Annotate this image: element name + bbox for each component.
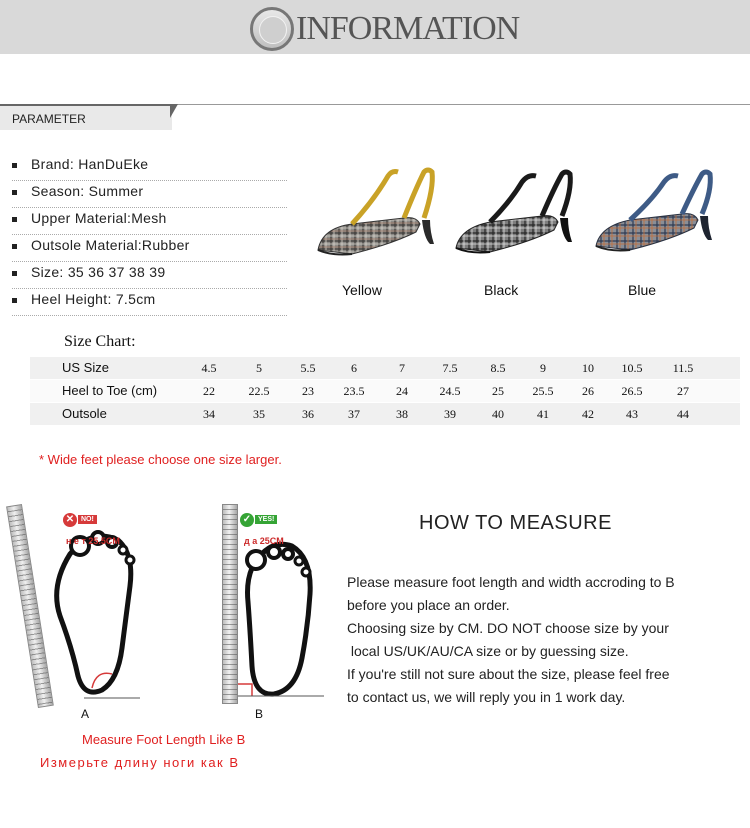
ruler-b: [222, 504, 238, 704]
table-cell: 39: [444, 407, 456, 421]
shoe-blue-image: [590, 158, 720, 268]
table-cell: 42: [582, 407, 594, 421]
spec-outsole-material: Outsole Material:Rubber: [31, 237, 190, 253]
table-cell: 41: [537, 407, 549, 421]
table-cell: 34: [203, 407, 215, 421]
table-cell: 5: [256, 361, 262, 375]
table-cell: 8.5: [490, 361, 506, 375]
how-to-line: local US/UK/AU/CA size or by guessing size.: [347, 643, 629, 659]
table-cell: 43: [626, 407, 638, 421]
table-cell: 10.5: [621, 361, 643, 375]
spec-heel-height: Heel Height: 7.5cm: [31, 291, 156, 307]
header-banner: [0, 0, 750, 54]
table-cell: 6: [351, 361, 357, 375]
table-cell: 7.5: [442, 361, 458, 375]
spec-item: [12, 181, 287, 208]
tab-corner-icon: [170, 104, 178, 118]
table-cell: 5.5: [300, 361, 316, 375]
size-note: * Wide feet please choose one size larger.: [39, 452, 282, 467]
spec-upper-material: Upper Material:Mesh: [31, 210, 167, 226]
row-label-outsole: Outsole: [62, 406, 107, 421]
size-chart-table: [30, 357, 740, 426]
spec-item: [12, 235, 287, 262]
table-cell: 11.5: [672, 361, 694, 375]
row-cells: [190, 357, 740, 380]
measure-caption: Measure Foot Length Like B: [82, 732, 246, 747]
table-cell: 26.5: [621, 384, 643, 398]
spec-brand: Brand: HanDuEke: [31, 156, 149, 172]
table-cell: 37: [348, 407, 360, 421]
yes-badge: YES!: [255, 515, 277, 524]
table-cell: 9: [540, 361, 546, 375]
row-label-heel-to-toe: Heel to Toe (cm): [62, 383, 158, 398]
how-to-line: Please measure foot length and width accroding to B: [347, 574, 675, 590]
table-cell: 10: [582, 361, 594, 375]
spec-item: [12, 208, 287, 235]
spec-size: Size: 35 36 37 38 39: [31, 264, 166, 280]
ruler-ticks: [223, 505, 237, 703]
bullet-icon: [12, 298, 17, 303]
table-cell: 4.5: [201, 361, 217, 375]
table-cell: 7: [399, 361, 405, 375]
how-to-line: before you place an order.: [347, 597, 510, 613]
table-cell: 23: [302, 384, 314, 398]
how-to-line: to contact us, we will reply you in 1 work day.: [347, 689, 626, 705]
row-cells: [190, 403, 740, 426]
no-badge: NO!: [78, 515, 97, 524]
table-row: [30, 380, 740, 403]
measure-caption-ru: Измерьте длину ноги как B: [40, 755, 240, 770]
row-label-us-size: US Size: [62, 360, 109, 375]
no-icon: ✕: [63, 513, 77, 527]
spec-item: [12, 289, 287, 316]
table-cell: 22.5: [248, 384, 270, 398]
bullet-icon: [12, 217, 17, 222]
table-cell: 25.5: [532, 384, 554, 398]
spec-item: [12, 154, 287, 181]
table-cell: 22: [203, 384, 215, 398]
size-chart-title: Size Chart:: [64, 333, 136, 350]
table-cell: 44: [677, 407, 689, 421]
table-row: [30, 403, 740, 426]
color-label-yellow: Yellow: [342, 282, 382, 298]
circle-logo-icon: [250, 7, 294, 51]
foot-letter-b: B: [255, 707, 264, 721]
bullet-icon: [12, 271, 17, 276]
row-cells: [190, 380, 740, 403]
foot-letter-a: A: [81, 707, 90, 721]
table-cell: 40: [492, 407, 504, 421]
shoe-black-image: [450, 158, 580, 268]
bullet-icon: [12, 244, 17, 249]
yes-icon: ✓: [240, 513, 254, 527]
parameter-tab: [0, 104, 172, 130]
table-row: [30, 357, 740, 380]
table-cell: 26: [582, 384, 594, 398]
how-to-measure-text: [347, 571, 742, 709]
color-label-black: Black: [484, 282, 519, 298]
how-to-line: If you're still not sure about the size, please feel free: [347, 666, 670, 682]
table-cell: 25: [492, 384, 504, 398]
bullet-icon: [12, 163, 17, 168]
table-cell: 24: [396, 384, 408, 398]
table-cell: 24.5: [439, 384, 461, 398]
color-label-blue: Blue: [628, 282, 657, 298]
table-cell: 23.5: [343, 384, 365, 398]
parameter-tab-label: PARAMETER: [12, 112, 86, 126]
marking-a: н е т 25.5CM: [66, 536, 120, 546]
spec-list: [12, 154, 287, 316]
shoe-yellow-image: [312, 158, 442, 268]
marking-b: д а 25CM: [244, 536, 284, 546]
bullet-icon: [12, 190, 17, 195]
table-cell: 36: [302, 407, 314, 421]
table-cell: 35: [253, 407, 265, 421]
page-title: INFORMATION: [296, 10, 520, 47]
parameter-divider: [172, 104, 750, 105]
table-cell: 38: [396, 407, 408, 421]
spec-season: Season: Summer: [31, 183, 144, 199]
spec-item: [12, 262, 287, 289]
how-to-measure-title: HOW TO MEASURE: [419, 512, 612, 534]
how-to-line: Choosing size by CM. DO NOT choose size by your: [347, 620, 669, 636]
table-cell: 27: [677, 384, 689, 398]
